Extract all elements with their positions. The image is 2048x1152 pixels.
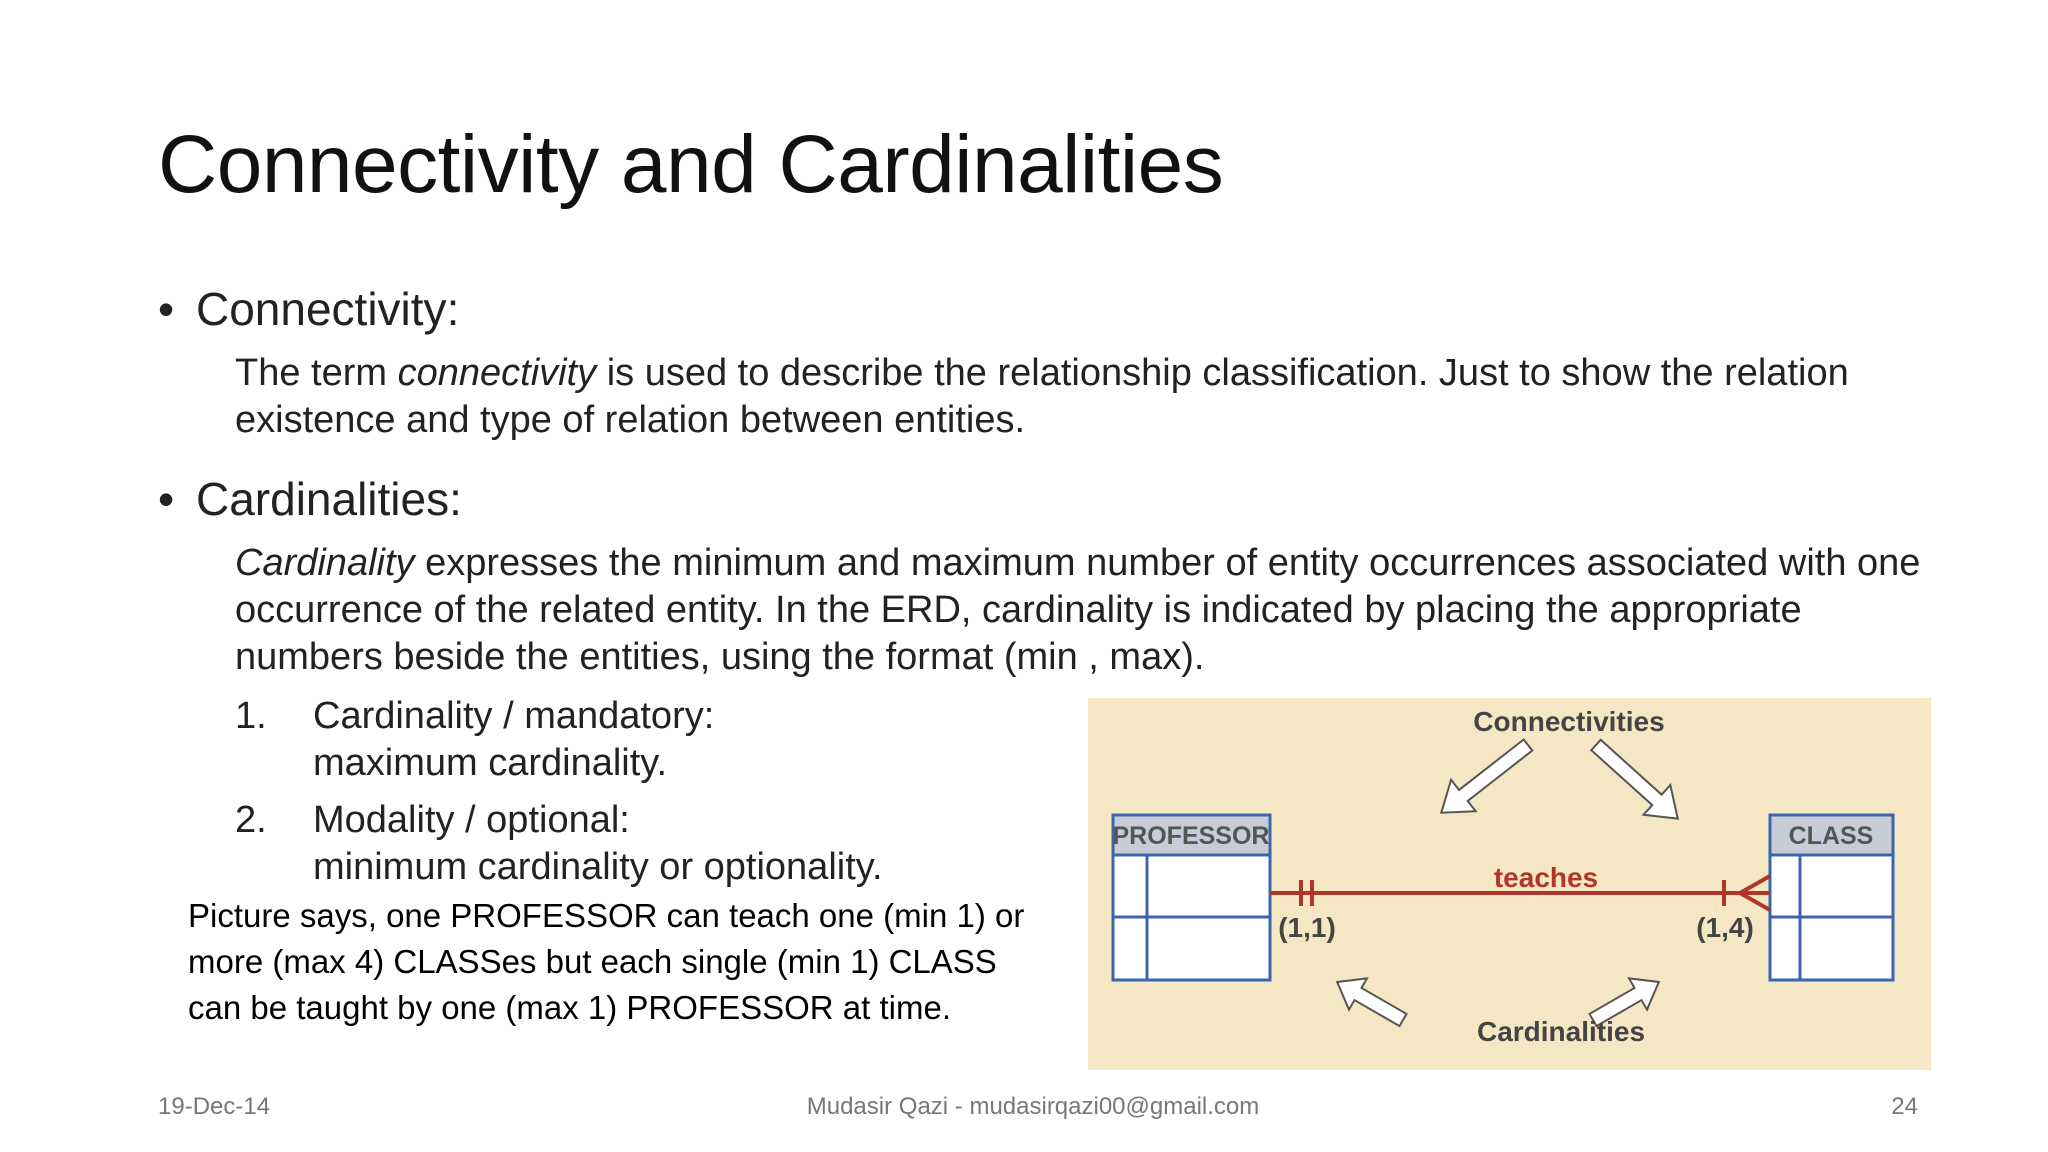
bullet-dot: • xyxy=(158,283,175,335)
erd-figure xyxy=(1088,698,1931,1070)
numbered-item: 2. Modality / optional: minimum cardinality or optionality. xyxy=(235,799,883,888)
connectivities-label: Connectivities xyxy=(1473,706,1665,737)
professor-entity xyxy=(1113,815,1270,980)
bullet-heading: Cardinalities xyxy=(196,473,450,525)
footer-date: 19-Dec-14 xyxy=(158,1093,271,1120)
bullet-dot: • xyxy=(158,473,175,525)
professor-entity-label: PROFESSOR xyxy=(1112,822,1270,850)
picture-explanation: Picture says, one PROFESSOR can teach one (min 1) or more (max 4) CLASSes but each single (min 1) CLASS can be taught by one (max 1) PROFESSOR at time. xyxy=(188,897,1025,1026)
bullet-heading: Connectivity xyxy=(196,283,447,335)
cardinalities-label: Cardinalities xyxy=(1476,1016,1646,1047)
bullet-cardinalities: • Cardinalities: xyxy=(158,473,462,525)
relationship-label: teaches xyxy=(1493,862,1599,893)
class-entity xyxy=(1770,815,1893,980)
connectivity-definition: The term connectivity is used to describe the relationship classification. Just to show the relation existence and type of relation between entities. xyxy=(235,352,1849,441)
left-cardinality: (1,1) xyxy=(1278,912,1336,943)
footer-author: Mudasir Qazi - mudasirqazi00@gmail.com xyxy=(806,1093,1260,1120)
numbered-item: 1. Cardinality / mandatory: maximum cardinality. xyxy=(235,695,715,784)
class-entity-label: CLASS xyxy=(1788,822,1874,850)
right-cardinality: (1,4) xyxy=(1696,912,1754,943)
cardinality-definition: Cardinality expresses the minimum and maximum number of entity occurrences associated with one occurrence of the related entity. In the ERD, cardinality is indicated by placing the appropriate numbers beside the entities, using the format (min , max). xyxy=(235,542,1921,678)
bullet-connectivity: • Connectivity: xyxy=(158,283,460,335)
footer-page-number: 24 xyxy=(1891,1093,1918,1120)
slide-title: Connectivity and Cardinalities xyxy=(158,119,1224,210)
